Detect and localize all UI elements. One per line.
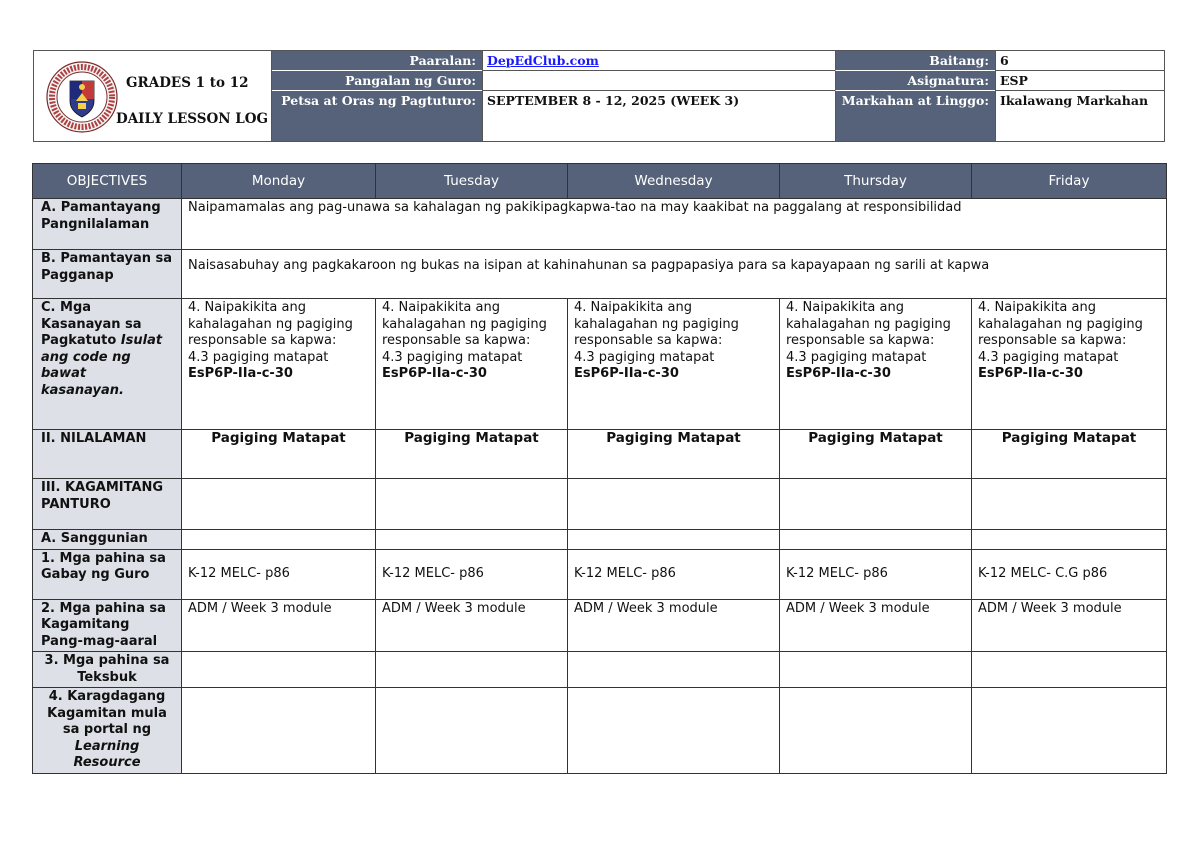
petsa-label: Petsa at Oras ng Pagtuturo: (272, 91, 482, 141)
pamantayang-pangnilalaman-text: Naipamamalas ang pag-unawa sa kahalagan ng pakikipagkapwa-tao na may kaakibat na paggalang at responsibilidad (182, 199, 1167, 250)
column-header-tuesday: Tuesday (376, 164, 568, 199)
mag-aaral-tuesday: ADM / Week 3 module (376, 599, 568, 652)
empty-cell (568, 530, 780, 550)
row-label-mga-kasanayan (33, 299, 182, 430)
kasanayan-cell-tuesday (376, 299, 568, 430)
row-label-pamantayang-pangnilalaman: A. Pamantayang Pangnilalaman (33, 199, 182, 250)
empty-cell (182, 530, 376, 550)
paaralan-value-cell (482, 51, 835, 71)
learning-resource-label: Learning Resource (73, 738, 141, 770)
empty-cell (376, 530, 568, 550)
empty-cell (780, 652, 972, 688)
empty-cell (376, 479, 568, 530)
paaralan-label: Paaralan: (272, 51, 482, 71)
nilalaman-thursday: Pagiging Matapat (780, 430, 972, 479)
nilalaman-wednesday: Pagiging Matapat (568, 430, 780, 479)
row-label-karagdagang-kagamitan (33, 688, 182, 774)
table-row (33, 430, 1167, 479)
grades-title: GRADES 1 to 12 (126, 75, 249, 91)
kasanayan-text: 4. Naipakikita ang kahalagahan ng pagiging responsable sa kapwa: 4.3 pagiging matapat (574, 300, 739, 365)
deped-seal-logo (46, 61, 118, 133)
empty-cell (568, 688, 780, 774)
lesson-log-header (33, 50, 1165, 142)
pamantayan-sa-pagganap-text: Naisasabuhay ang pagkakaroon ng bukas na isipan at kahinahunan sa pagpapasiya para sa kapayapaan ng sarili at kapwa (182, 250, 1167, 299)
table-row (33, 479, 1167, 530)
table-row (33, 530, 1167, 550)
kasanayan-cell-wednesday (568, 299, 780, 430)
paaralan-link[interactable]: DepEdClub.com (487, 53, 599, 68)
competency-code: EsP6P-IIa-c-30 (978, 366, 1083, 381)
kasanayan-cell-thursday (780, 299, 972, 430)
kasanayan-text: 4. Naipakikita ang kahalagahan ng pagiging responsable sa kapwa: 4.3 pagiging matapat (786, 300, 951, 365)
row-label-teksbuk: 3. Mga pahina sa Teksbuk (33, 652, 182, 688)
competency-code: EsP6P-IIa-c-30 (574, 366, 679, 381)
table-row (33, 199, 1167, 250)
row-label-kagamitang-pang-mag-aaral: 2. Mga pahina sa Kagamitang Pang-mag-aaral (33, 599, 182, 652)
guro-label: Pangalan ng Guro: (272, 71, 482, 91)
empty-cell (780, 479, 972, 530)
empty-cell (182, 479, 376, 530)
row-label-nilalaman: II. NILALAMAN (33, 430, 182, 479)
empty-cell (780, 688, 972, 774)
guro-value (482, 71, 835, 91)
nilalaman-tuesday: Pagiging Matapat (376, 430, 568, 479)
empty-cell (376, 652, 568, 688)
nilalaman-friday: Pagiging Matapat (972, 430, 1167, 479)
mag-aaral-monday: ADM / Week 3 module (182, 599, 376, 652)
mag-aaral-thursday: ADM / Week 3 module (780, 599, 972, 652)
gabay-monday: K-12 MELC- p86 (182, 549, 376, 599)
kasanayan-text: 4. Naipakikita ang kahalagahan ng pagiging responsable sa kapwa: 4.3 pagiging matapat (188, 300, 353, 365)
column-header-wednesday: Wednesday (568, 164, 780, 199)
row-label-sanggunian: A. Sanggunian (33, 530, 182, 550)
table-header-row (33, 164, 1167, 199)
empty-cell (972, 479, 1167, 530)
table-row (33, 549, 1167, 599)
competency-code: EsP6P-IIa-c-30 (786, 366, 891, 381)
kasanayan-instruction: Isulat ang code ng bawat kasanayan. (41, 333, 163, 398)
empty-cell (376, 688, 568, 774)
row-label-pamantayan-sa-pagganap: B. Pamantayan sa Pagganap (33, 250, 182, 299)
empty-cell (972, 688, 1167, 774)
header-title-cell (34, 51, 272, 141)
empty-cell (972, 652, 1167, 688)
mag-aaral-wednesday: ADM / Week 3 module (568, 599, 780, 652)
empty-cell (182, 652, 376, 688)
empty-cell (972, 530, 1167, 550)
lesson-log-table (32, 163, 1167, 774)
markahan-label: Markahan at Linggo: (835, 91, 995, 141)
kasanayan-text: 4. Naipakikita ang kahalagahan ng pagiging responsable sa kapwa: 4.3 pagiging matapat (382, 300, 547, 365)
table-row (33, 688, 1167, 774)
gabay-thursday: K-12 MELC- p86 (780, 549, 972, 599)
baitang-value: 6 (995, 51, 1165, 71)
table-row (33, 250, 1167, 299)
gabay-tuesday: K-12 MELC- p86 (376, 549, 568, 599)
empty-cell (568, 652, 780, 688)
daily-lesson-log-title: DAILY LESSON LOG (116, 111, 269, 127)
empty-cell (780, 530, 972, 550)
column-header-monday: Monday (182, 164, 376, 199)
column-header-thursday: Thursday (780, 164, 972, 199)
baitang-label: Baitang: (835, 51, 995, 71)
table-row (33, 299, 1167, 430)
column-header-objectives: OBJECTIVES (33, 164, 182, 199)
empty-cell (568, 479, 780, 530)
empty-cell (182, 688, 376, 774)
row-label-kagamitang-panturo: III. KAGAMITANG PANTURO (33, 479, 182, 530)
petsa-value: SEPTEMBER 8 - 12, 2025 (WEEK 3) (482, 91, 835, 141)
markahan-value: Ikalawang Markahan (995, 91, 1165, 141)
nilalaman-monday: Pagiging Matapat (182, 430, 376, 479)
gabay-friday: K-12 MELC- C.G p86 (972, 549, 1167, 599)
column-header-friday: Friday (972, 164, 1167, 199)
table-row (33, 599, 1167, 652)
kasanayan-label: C. Mga Kasanayan sa Pagkatuto (41, 300, 142, 348)
asignatura-label: Asignatura: (835, 71, 995, 91)
row-label-gabay-ng-guro: 1. Mga pahina sa Gabay ng Guro (33, 549, 182, 599)
mag-aaral-friday: ADM / Week 3 module (972, 599, 1167, 652)
table-row (33, 652, 1167, 688)
competency-code: EsP6P-IIa-c-30 (188, 366, 293, 381)
asignatura-value: ESP (995, 71, 1165, 91)
competency-code: EsP6P-IIa-c-30 (382, 366, 487, 381)
karagdagan-label: 4. Karagdagang Kagamitan mula sa portal ng (47, 689, 167, 737)
kasanayan-cell-monday (182, 299, 376, 430)
kasanayan-cell-friday (972, 299, 1167, 430)
gabay-wednesday: K-12 MELC- p86 (568, 549, 780, 599)
kasanayan-text: 4. Naipakikita ang kahalagahan ng pagiging responsable sa kapwa: 4.3 pagiging matapat (978, 300, 1143, 365)
